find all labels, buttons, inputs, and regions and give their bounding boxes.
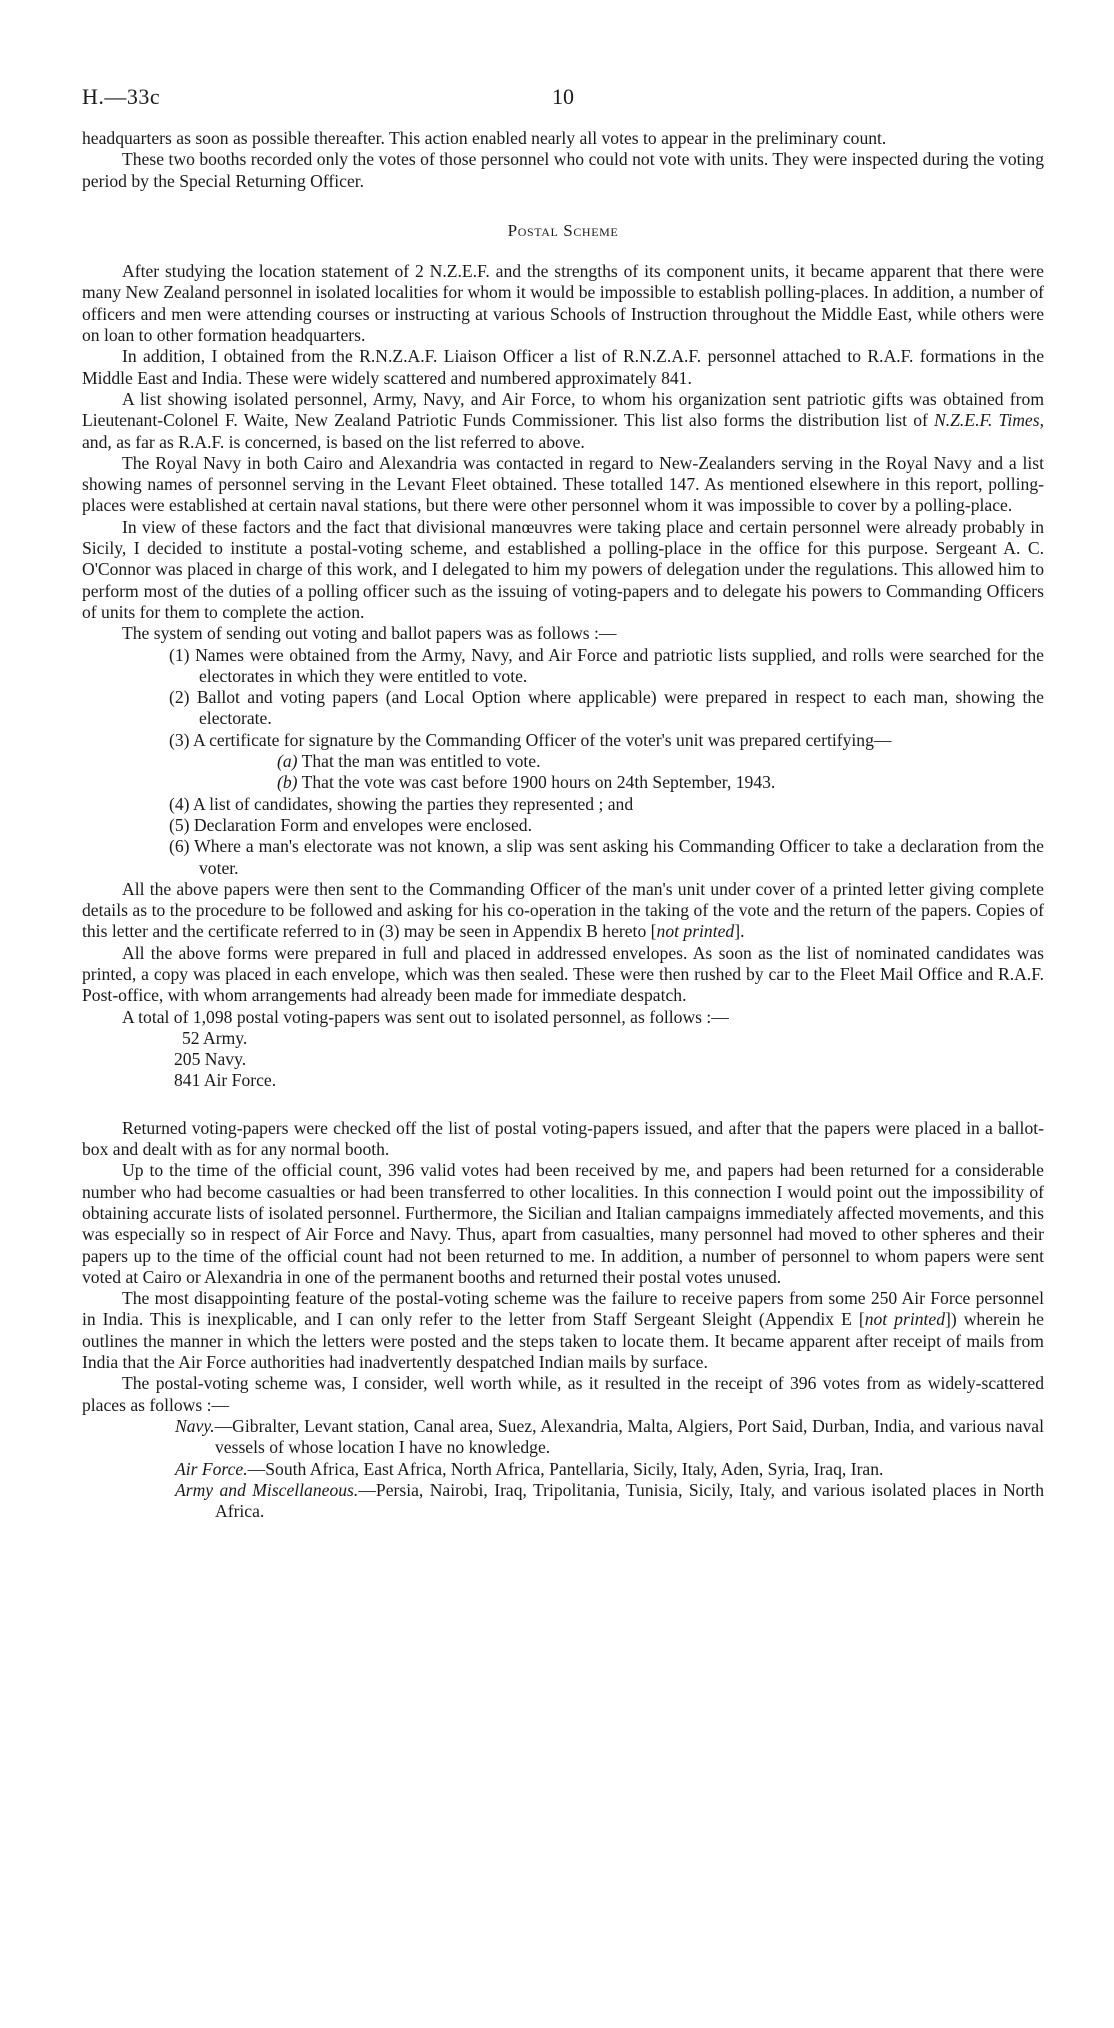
place-label: Navy. xyxy=(175,1415,215,1436)
spacer xyxy=(82,1092,1044,1118)
place-text: —Gibralter, Levant station, Canal area, Suez, Alexandria, Malta, Algiers, Port Said, Durban, India, and various naval vessels of whose location I have no knowledge. xyxy=(214,1415,1044,1458)
paragraph-patriotic-list xyxy=(82,389,1044,453)
place-item xyxy=(82,1459,1044,1480)
paragraph-returned-papers: Returned voting-papers were checked off the list of postal voting-papers issued, and after that the papers were placed in a ballot-box and dealt with as for any normal booth. xyxy=(82,1117,1044,1160)
paragraph-worthwhile: The postal-voting scheme was, I consider, well worth while, as it resulted in the receipt of 396 votes from as widely-scattered places as follows :— xyxy=(82,1373,1044,1415)
list-item: (1) Names were obtained from the Army, Navy, and Air Force and patriotic lists supplied, and rolls were searched for the electorates in which they were entitled to vote. xyxy=(169,644,1044,686)
text-run: A list showing isolated personnel, Army, Navy, and Air Force, to whom his organization sent patriotic gifts was obtained from Lieutenant-Colonel F. Waite, New Zealand Patriotic Funds Commissioner. This list also forms the distribution list of xyxy=(82,388,1044,431)
list-item: (4) A list of candidates, showing the parties they represented ; and xyxy=(169,793,634,814)
text-run: ]. xyxy=(734,921,745,942)
page-number: 10 xyxy=(552,84,574,109)
list-item: (6) Where a man's electorate was not known, a slip was sent asking his Commanding Officer to take a declaration from the voter. xyxy=(169,836,1044,878)
list-item: (3) A certificate for signature by the Commanding Officer of the voter's unit was prepared certifying— xyxy=(169,729,892,750)
place-text: —Persia, Nairobi, Iraq, Tripolitania, Tunisia, Sicily, Italy, and various isolated places in North Africa. xyxy=(215,1479,1044,1522)
sub-list-item xyxy=(82,772,1044,793)
text-run: The most disappointing feature of the postal-voting scheme was the failure to receive papers from some 250 Air Force personnel in India. This is inexplicable, and I can only refer to the letter from Staff Sergeant Sleight (Appendix E [ xyxy=(82,1288,1044,1330)
page-header xyxy=(82,86,1044,128)
list-item: (2) Ballot and voting papers (and Local Option where applicable) were prepared in respect to each man, showing the electorate. xyxy=(169,687,1044,729)
paragraph-rnzaf-list: In addition, I obtained from the R.N.Z.A.F. Liaison Officer a list of R.N.Z.A.F. personnel attached to R.A.F. formations in the Middle East and India. These were widely scattered and numbered approximately 841. xyxy=(82,346,1044,388)
italic-run: not printed xyxy=(656,921,735,942)
text-run: All the above papers were then sent to the Commanding Officer of the man's unit under cover of a printed letter giving complete details as to the procedure to be followed and asking for his co-operation in the taking of the vote and the return of the papers. Copies of this letter and the certificate referred to in (3) may be seen in Appendix B hereto [ xyxy=(82,878,1044,942)
place-text: —South Africa, East Africa, North Africa, Pantellaria, Sicily, Italy, Aden, Syria, Iraq, Iran. xyxy=(247,1458,884,1479)
place-item xyxy=(82,1480,1044,1523)
sub-list-text: That the man was entitled to vote. xyxy=(297,751,541,772)
paragraph-official-count: Up to the time of the official count, 396 valid votes had been received by me, and papers had been returned for a considerable number who had become casualties or had been transferred to other localities. In this connection I would point out the impossibility of obtaining accurate lists of isolated personnel. Furthermore, the Sicilian and Italian campaigns immediately affected movements, and this was especially so in respect of Air Force and Navy. Thus, apart from casualties, many personnel had moved to other spheres and their papers up to the time of the official count had not been returned to me. In addition, a number of personnel to whom papers were sent voted at Cairo or Alexandria in one of the permanent booths and returned their postal votes unused. xyxy=(82,1160,1044,1287)
document-reference: H.—33c xyxy=(82,84,161,109)
italic-run: N.Z.E.F. Times xyxy=(934,410,1040,431)
place-label: Army and Miscellaneous. xyxy=(175,1479,359,1500)
paragraph-commanding-officer xyxy=(82,879,1044,943)
sub-list-text: That the vote was cast before 1900 hours on 24th September, 1943. xyxy=(297,772,776,793)
italic-run: not printed xyxy=(864,1309,946,1330)
list-item: (5) Declaration Form and envelopes were enclosed. xyxy=(169,814,532,835)
text-run: , and, as far as R.A.F. is concerned, is based on the list referred to above. xyxy=(82,410,1044,452)
paragraph-postal-voting: In view of these factors and the fact that divisional manœuvres were taking place and certain personnel were already probably in Sicily, I decided to institute a postal-voting scheme, and established a polling-place in the office for this purpose. Sergeant A. C. O'Connor was placed in charge of this work, and I delegated to him my powers of delegation under the regulations. This allowed him to perform most of the duties of a polling officer such as the issuing of voting-papers and to delegate his powers to Commanding Officers of units for them to complete the action. xyxy=(82,516,1044,622)
section-heading: Postal Scheme xyxy=(507,220,619,240)
paragraph-royal-navy: The Royal Navy in both Cairo and Alexandria was contacted in regard to New-Zealanders serving in the Royal Navy and a list showing names of personnel serving in the Levant Fleet obtained. These totalled 147. As mentioned elsewhere in this report, polling-places were established at certain naval stations, but there were other personnel whom it was impossible to cover by a polling-place. xyxy=(82,452,1044,516)
booths-paragraph: These two booths recorded only the votes of those personnel who could not vote with units. They were inspected during the voting period by the Special Returning Officer. xyxy=(82,149,1044,191)
total-item: 52 Army. xyxy=(182,1027,248,1048)
paragraph-system-intro: The system of sending out voting and ballot papers was as follows :— xyxy=(122,623,617,644)
intro-paragraph: headquarters as soon as possible thereafter. This action enabled nearly all votes to appear in the preliminary count. xyxy=(82,128,887,148)
total-item: 205 Navy. xyxy=(174,1049,247,1070)
paragraph-total: A total of 1,098 postal voting-papers was sent out to isolated personnel, as follows :— xyxy=(122,1006,729,1027)
paragraph-location-statement: After studying the location statement of 2 N.Z.E.F. and the strengths of its component units, it became apparent that there were many New Zealand personnel in isolated localities for whom it would be impossible to establish polling-places. In addition, a number of officers and men were attending courses or instructing at various Schools of Instruction throughout the Middle East, while others were on loan to other formation headquarters. xyxy=(82,261,1044,346)
paragraph-india xyxy=(82,1288,1044,1373)
place-label: Air Force. xyxy=(175,1458,248,1479)
sub-list-label: (b) xyxy=(277,772,298,793)
total-item: 841 Air Force. xyxy=(174,1070,277,1091)
text-run: ]) wherein he outlines the manner in which the letters were posted and the steps taken to locate them. It became apparent after receipt of mails from India that the Air Force authorities had inadvertently despatched Indian mails by surface. xyxy=(82,1309,1044,1373)
place-item xyxy=(82,1416,1044,1459)
paragraph-envelopes: All the above forms were prepared in full and placed in addressed envelopes. As soon as the list of nominated candidates was printed, a copy was placed in each envelope, which was then sealed. These were then rushed by car to the Fleet Mail Office and R.A.F. Post-office, with whom arrangements had already been made for immediate despatch. xyxy=(82,942,1044,1006)
sub-list-label: (a) xyxy=(277,751,298,772)
sub-list-item xyxy=(82,751,1044,772)
